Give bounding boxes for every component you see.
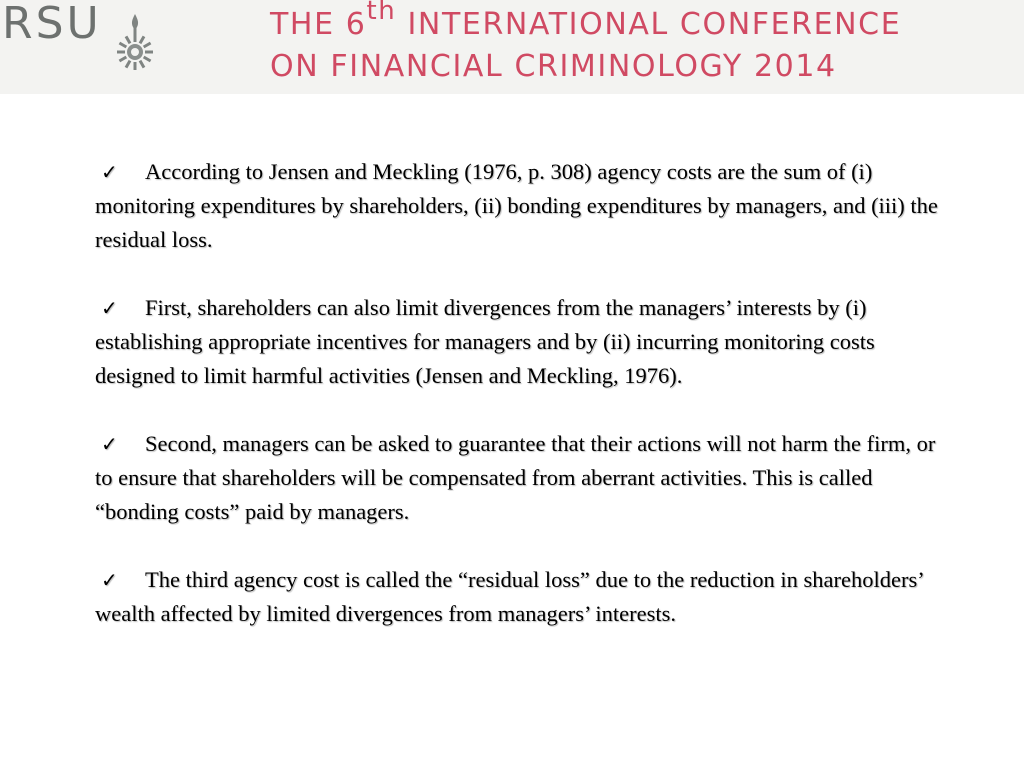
bullet-paragraph-3 bbox=[95, 427, 947, 529]
conference-title-line-2: ON FINANCIAL CRIMINOLOGY 2014 bbox=[270, 49, 837, 84]
check-mark-icon: ✓ bbox=[101, 160, 118, 184]
title-line-1-rest: INTERNATIONAL CONFERENCE bbox=[396, 7, 902, 42]
conference-title-line-1 bbox=[270, 0, 902, 46]
check-mark-icon: ✓ bbox=[101, 568, 118, 592]
paragraph-text: First, shareholders can also limit divergences from the managers’ interests by (i) establishing appropriate incentives for managers and by (ii) incurring monitoring costs designed to limit harmful activities (Jensen and Meckling, 1976). bbox=[95, 295, 875, 388]
paragraph-text: Second, managers can be asked to guarantee that their actions will not harm the firm, or to ensure that shareholders will be compensated from aberrant activities. This is called “bonding costs” paid by managers. bbox=[95, 431, 936, 524]
emblem-icon bbox=[110, 10, 160, 70]
check-mark-icon: ✓ bbox=[101, 432, 118, 456]
paragraph-text: According to Jensen and Meckling (1976, p. 308) agency costs are the sum of (i) monitoring expenditures by shareholders, (ii) bonding expenditures by managers, and (iii) the residual loss. bbox=[95, 159, 938, 252]
bullet-paragraph-4 bbox=[95, 563, 947, 631]
rsu-logo: RSU bbox=[2, 0, 102, 49]
slide-body bbox=[95, 155, 947, 665]
conference-title bbox=[270, 0, 902, 88]
title-superscript: th bbox=[366, 0, 397, 26]
bullet-paragraph-2 bbox=[95, 291, 947, 393]
title-prefix: THE 6 bbox=[270, 7, 367, 42]
paragraph-text: The third agency cost is called the “residual loss” due to the reduction in shareholders’ wealth affected by limited divergences from managers’ interests. bbox=[95, 567, 924, 626]
bullet-paragraph-1 bbox=[95, 155, 947, 257]
header-banner bbox=[0, 0, 1024, 94]
check-mark-icon: ✓ bbox=[101, 296, 118, 320]
